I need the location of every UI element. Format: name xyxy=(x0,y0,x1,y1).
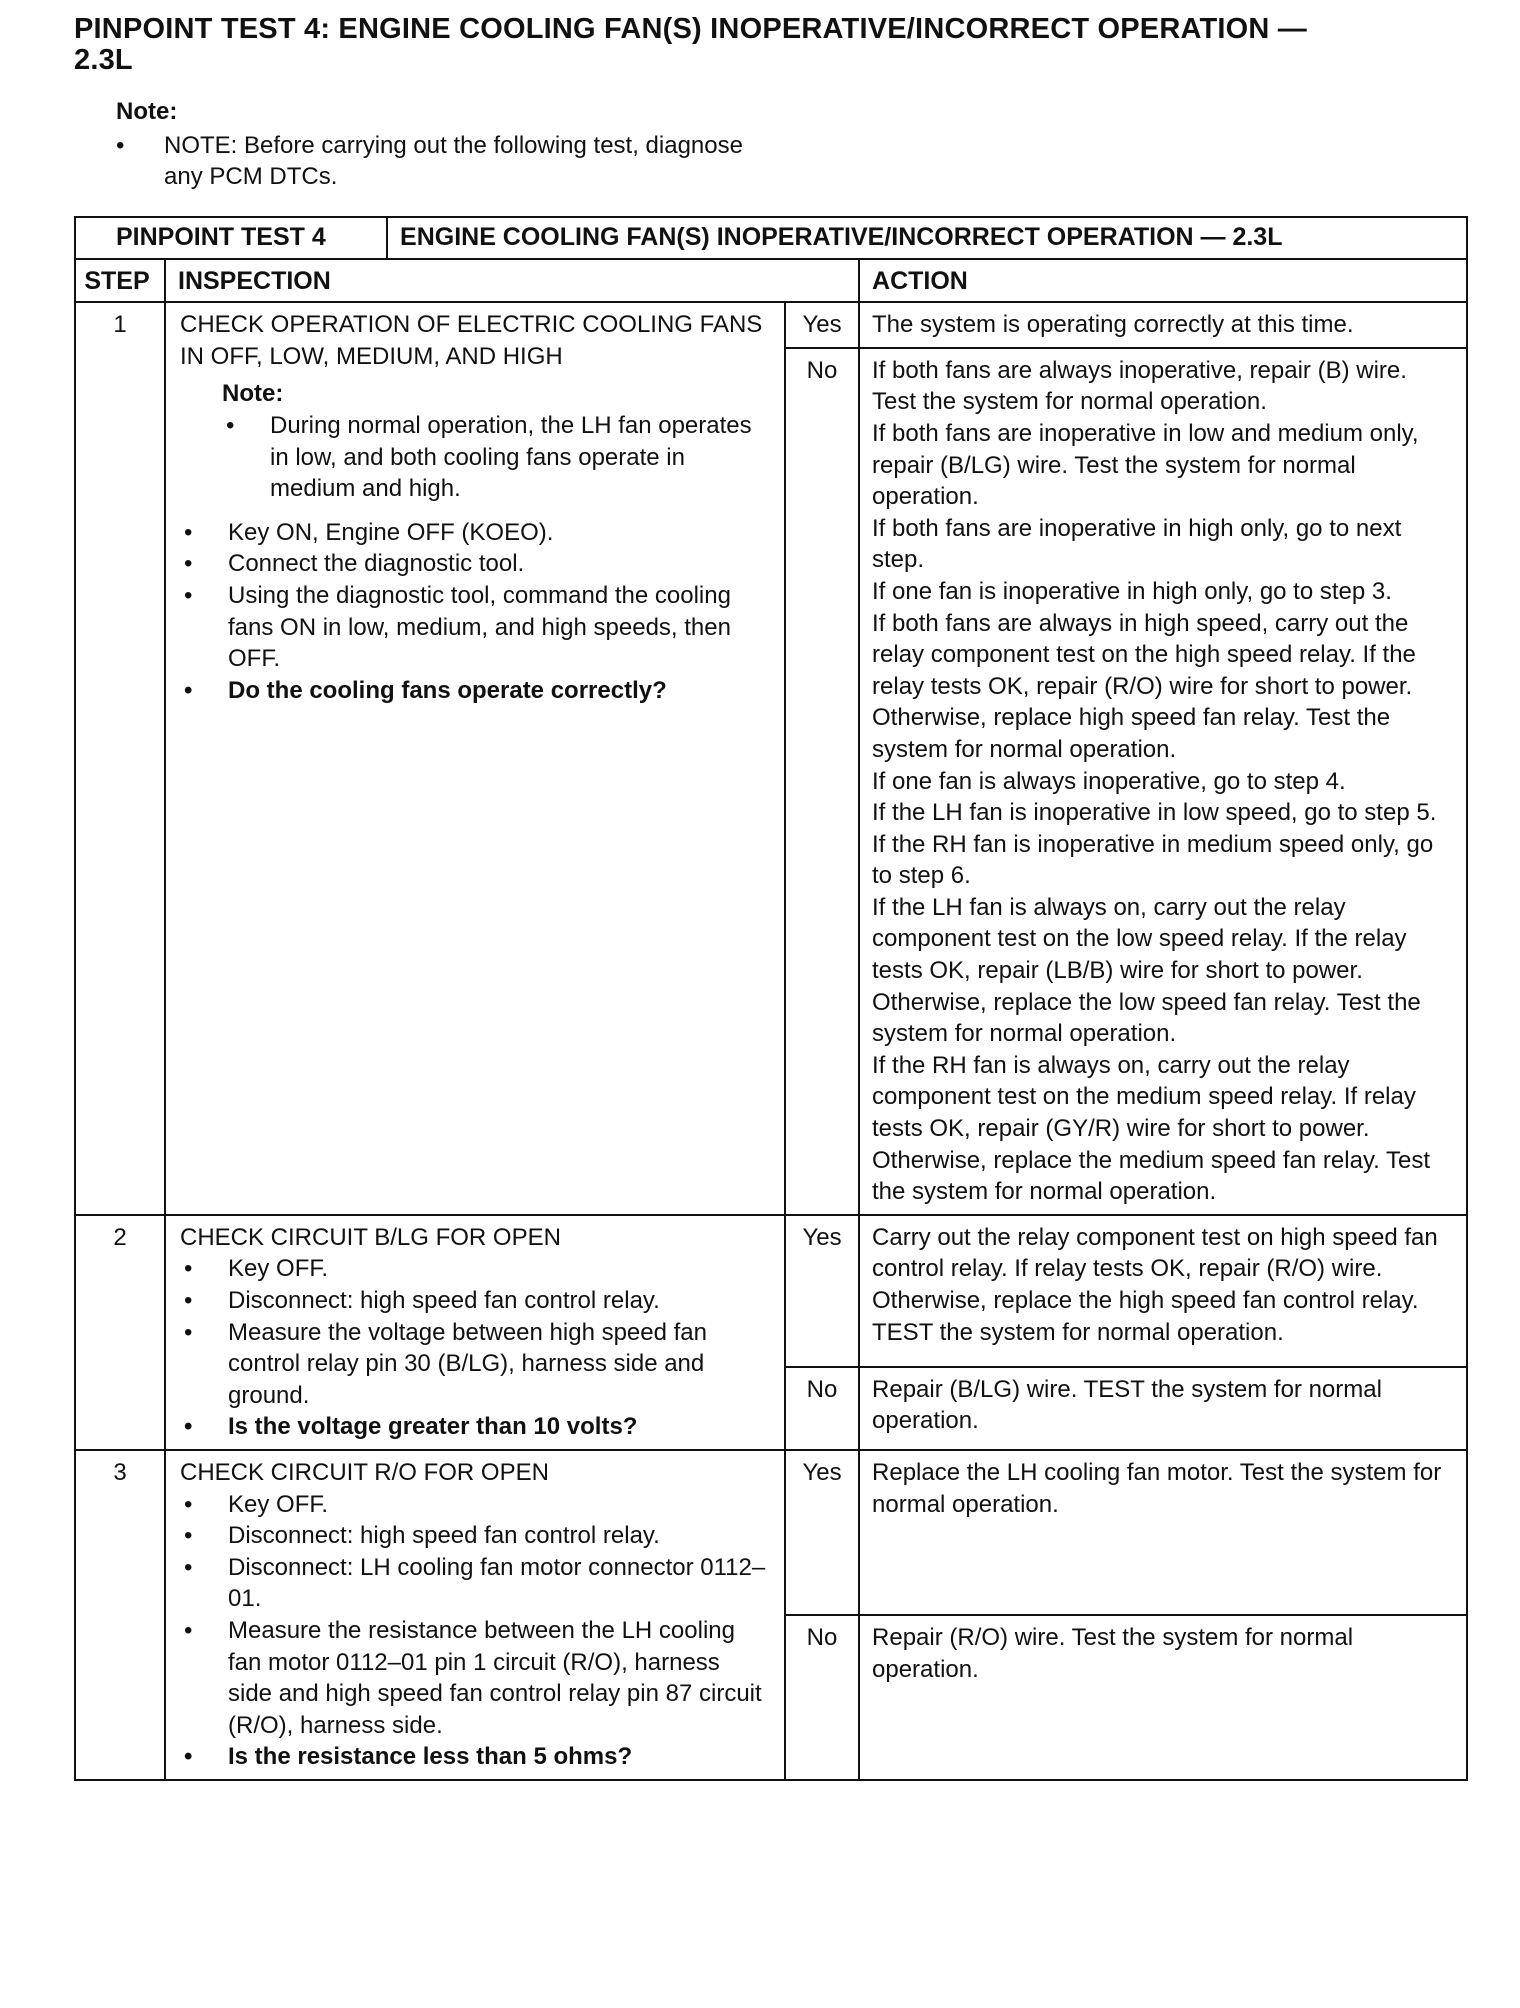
step-3-yes-row xyxy=(75,1450,1467,1615)
step-bullet: • Connect the diagnostic tool. xyxy=(180,548,770,580)
no-action-item: If the LH fan is inoperative in low speed, go to step 5. xyxy=(872,799,1437,827)
no-label: No xyxy=(785,1615,859,1780)
step-bullet: • Key OFF. xyxy=(180,1253,770,1285)
no-label: No xyxy=(785,348,859,1215)
no-label: No xyxy=(785,1367,859,1450)
step-bullet: • Measure the resistance between the LH cooling fan motor 0112–01 pin 1 circuit (R/O), harness side and high speed fan control relay pin 87 circuit (R/O), harness side. xyxy=(180,1615,770,1741)
table-title-row xyxy=(75,217,1467,259)
yes-action: Carry out the relay component test on high speed fan control relay. If relay tests OK, repair (R/O) wire. Otherwise, replace the high speed fan control relay. TEST the system for normal operation. xyxy=(859,1215,1467,1367)
yes-label: Yes xyxy=(785,1215,859,1367)
step-question: • Is the voltage greater than 10 volts? xyxy=(180,1411,770,1443)
step-bullet: • Using the diagnostic tool, command the cooling fans ON in low, medium, and high speeds, then OFF. xyxy=(180,580,770,675)
step-note-text: • During normal operation, the LH fan operates in low, and both cooling fans operate in medium and high. xyxy=(222,410,770,505)
step-2-yes-row xyxy=(75,1215,1467,1367)
step-title: CHECK CIRCUIT B/LG FOR OPEN xyxy=(180,1223,561,1251)
yes-label: Yes xyxy=(785,1450,859,1615)
no-action-item: If both fans are inoperative in low and medium only, repair (B/LG) wire. Test the system for normal operation. xyxy=(872,419,1419,511)
pinpoint-test-table xyxy=(74,216,1468,1781)
no-action: Repair (R/O) wire. Test the system for normal operation. xyxy=(859,1615,1467,1780)
note-text: NOTE: Before carrying out the following test, diagnose any PCM DTCs. xyxy=(164,132,743,190)
step-number: 2 xyxy=(75,1215,165,1450)
step-bullet: • Disconnect: LH cooling fan motor connector 0112–01. xyxy=(180,1552,770,1615)
note-text-block xyxy=(116,130,756,192)
no-action-item: If both fans are inoperative in high only, go to next step. xyxy=(872,514,1402,574)
step-1-bullets xyxy=(180,517,770,707)
step-title: CHECK OPERATION OF ELECTRIC COOLING FANS IN OFF, LOW, MEDIUM, AND HIGH xyxy=(180,311,763,370)
step-bullet: • Key ON, Engine OFF (KOEO). xyxy=(180,517,770,549)
column-header-action: ACTION xyxy=(859,259,1467,303)
no-action-item: If one fan is inoperative in high only, go to step 3. xyxy=(872,577,1392,605)
step-title: CHECK CIRCUIT R/O FOR OPEN xyxy=(180,1458,549,1486)
table-header-left: PINPOINT TEST 4 xyxy=(75,217,387,259)
note-label: Note: xyxy=(116,98,178,125)
column-header-row xyxy=(75,259,1467,303)
step-number: 3 xyxy=(75,1450,165,1780)
step-number: 1 xyxy=(75,302,165,1215)
no-action-item: If both fans are always in high speed, carry out the relay component test on the high speed relay. If the relay tests OK, repair (R/O) wire for short to power. Otherwise, replace high speed fan relay. Test the system for normal operation. xyxy=(872,609,1416,763)
step-bullet: • Disconnect: high speed fan control relay. xyxy=(180,1520,770,1552)
bullet-icon: • xyxy=(116,132,125,159)
no-action-item: If the RH fan is always on, carry out the relay component test on the medium speed relay. If relay tests OK, repair (GY/R) wire for short to power. Otherwise, replace the medium speed fan relay. Test the system for normal operation. xyxy=(872,1051,1431,1206)
yes-action: The system is operating correctly at this time. xyxy=(859,302,1467,348)
step-2-inspection xyxy=(165,1215,785,1450)
step-1-yes-row xyxy=(75,302,1467,348)
column-header-inspection: INSPECTION xyxy=(165,259,859,303)
step-bullet: • Measure the voltage between high speed fan control relay pin 30 (B/LG), harness side and ground. xyxy=(180,1317,770,1412)
no-action: Repair (B/LG) wire. TEST the system for normal operation. xyxy=(859,1367,1467,1450)
step-3-bullets xyxy=(180,1489,770,1773)
step-1-note xyxy=(222,378,770,504)
no-action-item: If both fans are always inoperative, repair (B) wire. Test the system for normal operation. xyxy=(872,356,1407,416)
yes-action: Replace the LH cooling fan motor. Test the system for normal operation. xyxy=(859,1450,1467,1615)
column-header-step: STEP xyxy=(75,259,165,303)
no-action-item: If the RH fan is inoperative in medium speed only, go to step 6. xyxy=(872,830,1434,890)
yes-label: Yes xyxy=(785,302,859,348)
table-header-right: ENGINE COOLING FAN(S) INOPERATIVE/INCORRECT OPERATION — 2.3L xyxy=(387,217,1467,259)
page-title: PINPOINT TEST 4: ENGINE COOLING FAN(S) INOPERATIVE/INCORRECT OPERATION — 2.3L xyxy=(74,13,1308,76)
step-question: • Is the resistance less than 5 ohms? xyxy=(180,1741,770,1773)
no-action-item: If the LH fan is always on, carry out the relay component test on the low speed relay. If the relay tests OK, repair (LB/B) wire for short to power. Otherwise, replace the low speed fan relay. Test the system for normal operation. xyxy=(872,893,1421,1048)
step-2-bullets xyxy=(180,1253,770,1443)
step-bullet: • Disconnect: high speed fan control relay. xyxy=(180,1285,770,1317)
step-1-inspection xyxy=(165,302,785,1215)
step-question: • Do the cooling fans operate correctly? xyxy=(180,675,770,707)
step-3-inspection xyxy=(165,1450,785,1780)
no-actions xyxy=(859,348,1467,1215)
step-note-label: Note: xyxy=(222,380,284,408)
no-action-item: If one fan is always inoperative, go to step 4. xyxy=(872,767,1346,795)
step-bullet: • Key OFF. xyxy=(180,1489,770,1521)
